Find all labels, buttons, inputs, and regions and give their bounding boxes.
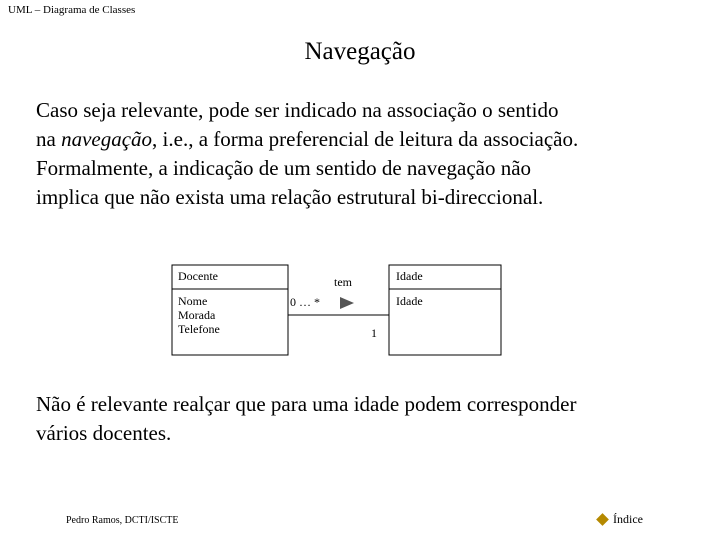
navigation-arrow-icon — [340, 297, 354, 309]
index-link[interactable] — [598, 512, 643, 527]
conclusion-line-2: vários docentes. — [36, 421, 172, 445]
intro-line-1: Caso seja relevante, pode ser indicado na associação o sentido — [36, 98, 559, 122]
class-docente-attr-1: Nome — [178, 294, 208, 308]
diamond-icon — [596, 513, 609, 526]
slide-header: UML – Diagrama de Classes — [8, 4, 136, 16]
class-idade — [389, 265, 501, 355]
multiplicity-right: 1 — [371, 326, 377, 340]
association-name: tem — [334, 275, 352, 289]
slide-title: Navegação — [304, 38, 416, 65]
multiplicity-left: 0 … * — [290, 295, 320, 309]
intro-line-2-before: na — [36, 127, 62, 151]
conclusion-line-1: Não é relevante realçar que para uma idade podem corresponder — [36, 392, 577, 416]
class-docente-attr-3: Telefone — [178, 322, 220, 336]
intro-line-2-after: , i.e., a forma preferencial de leitura da associação. — [152, 127, 579, 151]
class-idade-name: Idade — [396, 269, 423, 283]
index-link-label[interactable]: Índice — [613, 512, 643, 526]
intro-line-3: Formalmente, a indicação de um sentido de navegação não — [36, 156, 532, 180]
class-docente — [172, 265, 288, 355]
footer-author: Pedro Ramos, DCTI/ISCTE — [66, 515, 179, 526]
intro-line-4: implica que não exista uma relação estrutural bi-direccional. — [36, 185, 544, 209]
conclusion-paragraph — [36, 390, 696, 448]
class-idade-attr-1: Idade — [396, 294, 423, 308]
class-docente-attr-2: Morada — [178, 308, 216, 322]
navegacao-emphasis: navegação — [61, 127, 153, 151]
class-docente-name: Docente — [178, 269, 218, 283]
